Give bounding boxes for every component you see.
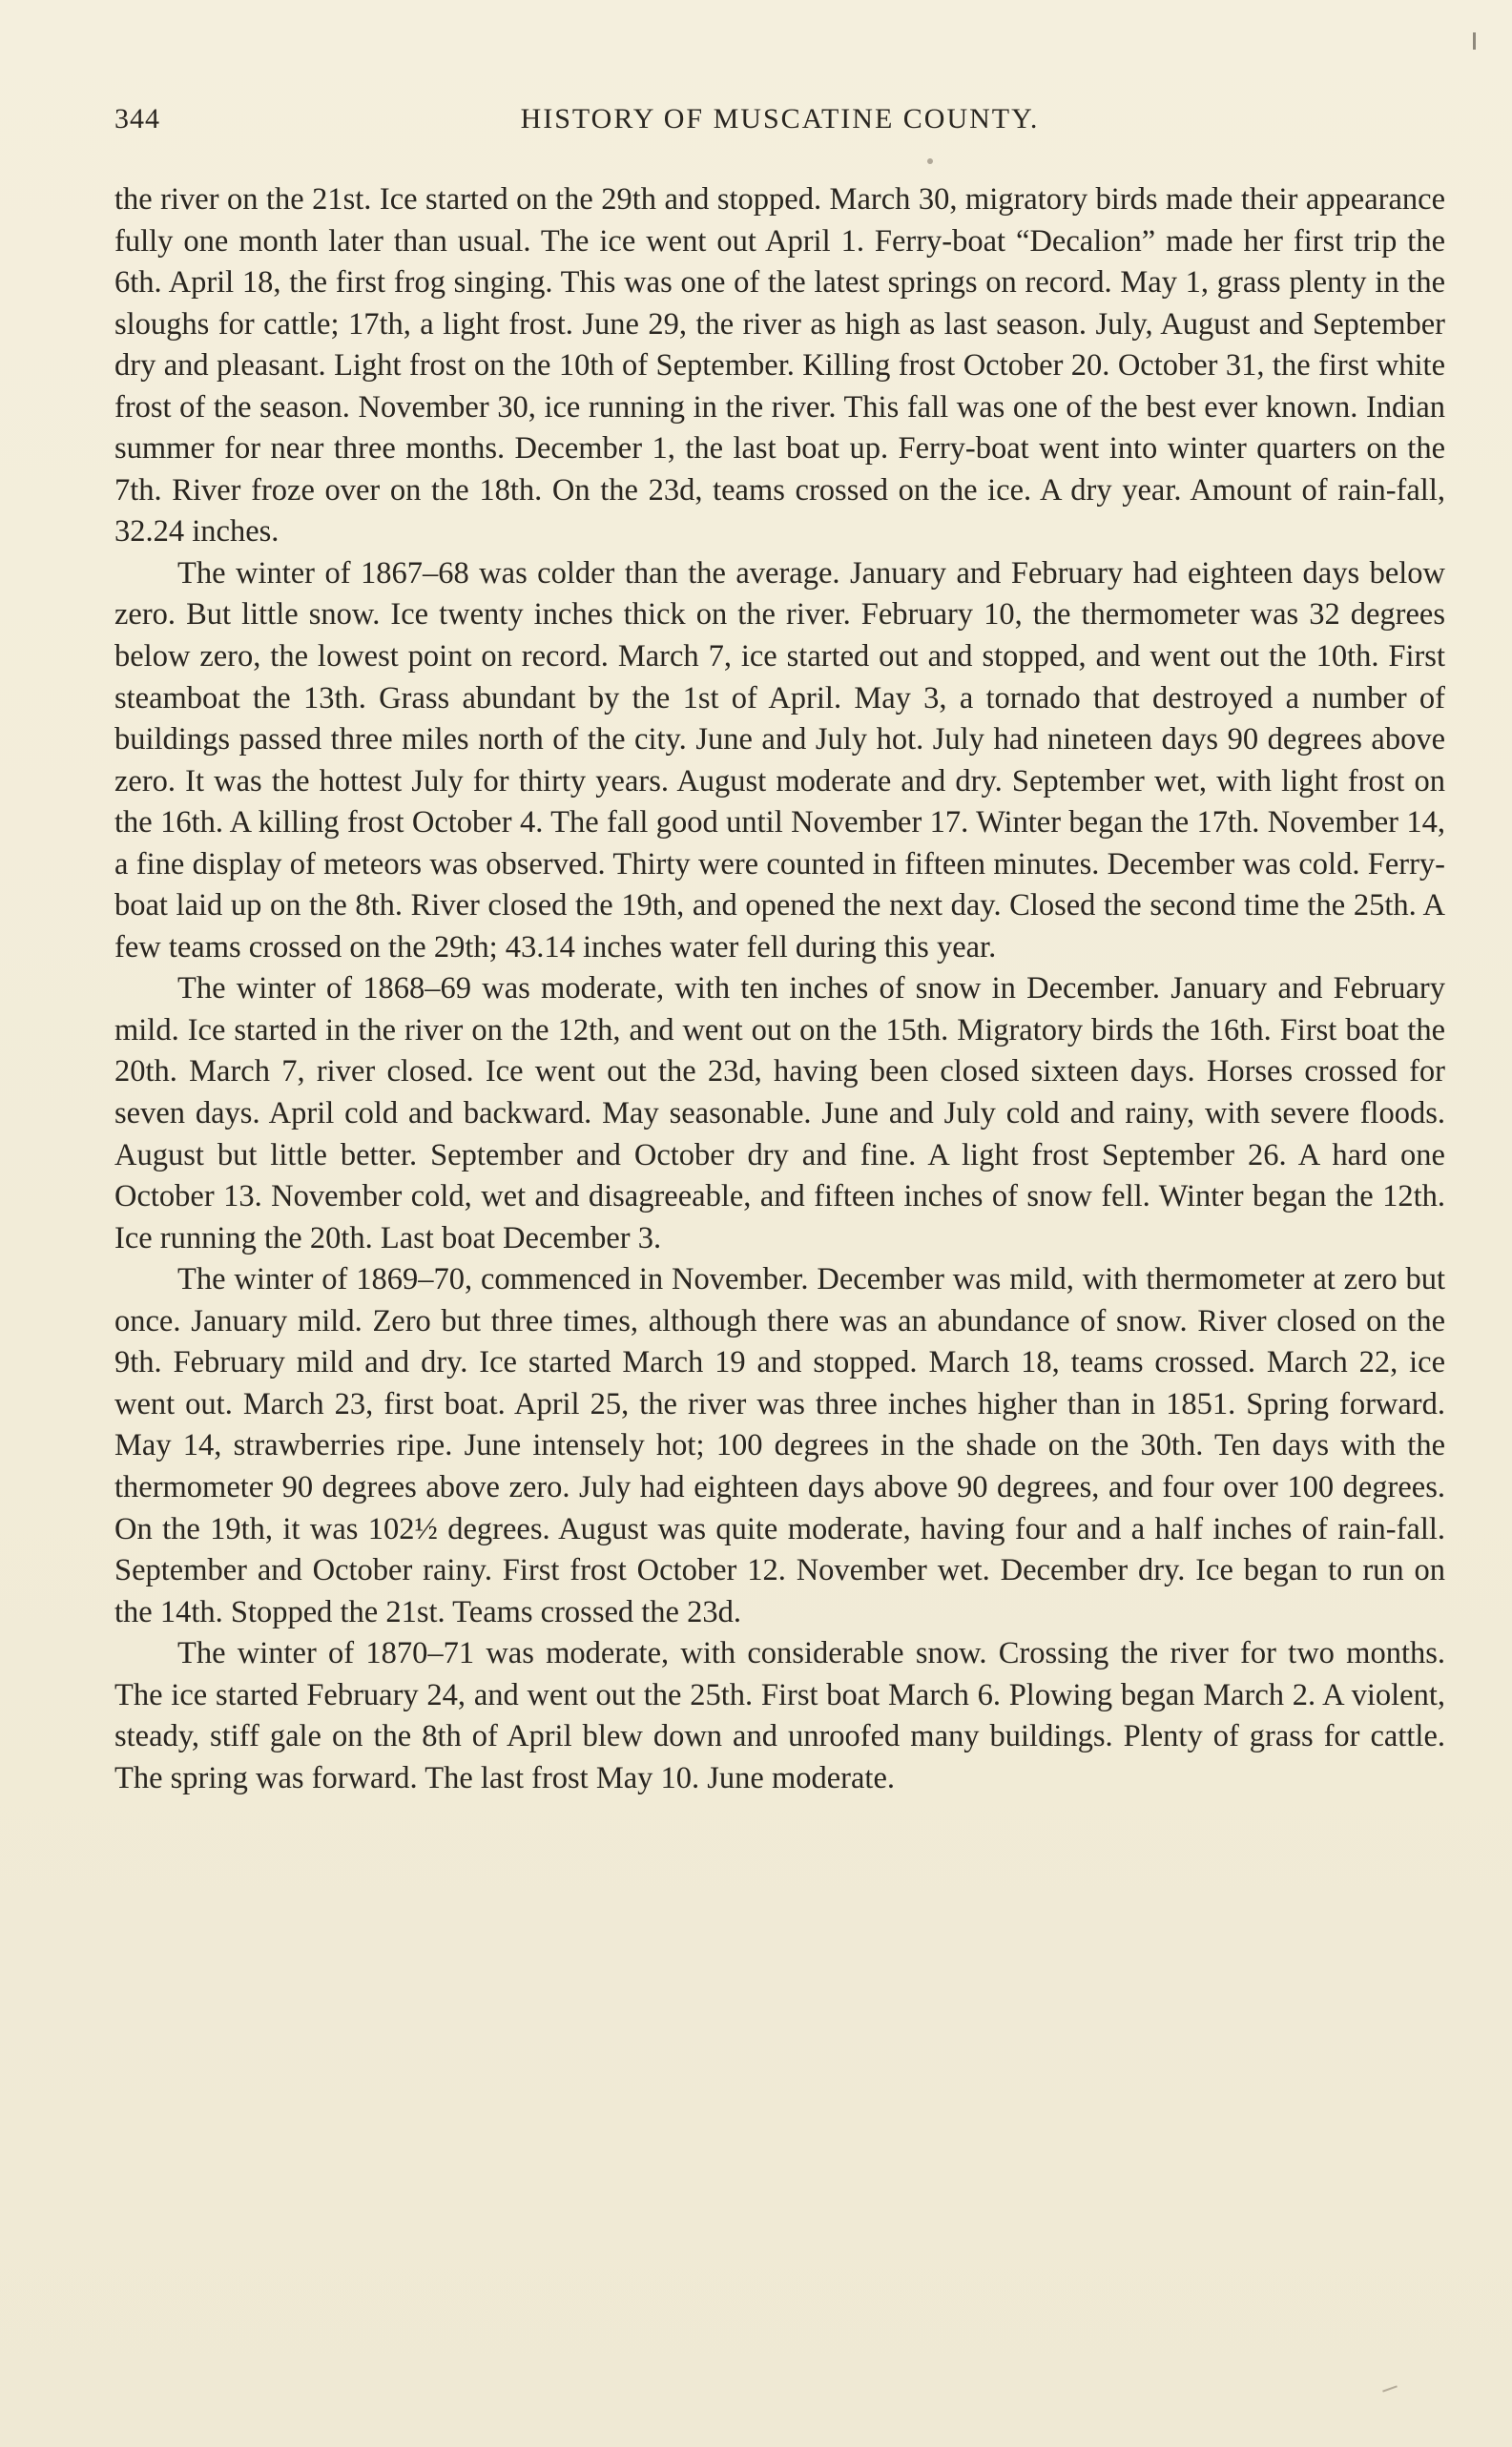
paragraph-winter-1869-70: The winter of 1869–70, commenced in November. December was mild, with thermometer at zero but once. January mild. Zero but three times, although there was an abundance of snow. River closed on the 9th. February mild and dry. Ice started March 19 and stopped. March 18, teams crossed. March 22, ice went out. March 23, first boat. April 25, the river was three inches higher than in 1851. Spring forward. May 14, strawberries ripe. June intensely hot; 100 degrees in the shade on the 30th. Ten days with the thermometer 90 degrees above zero. July had eighteen days above 90 degrees, and four over 100 degrees. On the 19th, it was 102½ degrees. August was quite moderate, having four and a half inches of rain-fall. September and October rainy. First frost October 12. November wet. December dry. Ice began to run on the 14th. Stopped the 21st. Teams crossed the 23d. [114, 1262, 1445, 1629]
page-number: 344 [114, 103, 160, 135]
scan-corner-mark [1473, 32, 1476, 50]
scan-bottom-mark [1382, 2385, 1398, 2392]
body-text [114, 179, 1445, 1799]
paragraph-winter-1870-71: The winter of 1870–71 was moderate, with considerable snow. Crossing the river for two months. The ice started February 24, and went out the 25th. First boat March 6. Plowing began March 2. A violent, steady, stiff gale on the 8th of April blew down and unroofed many buildings. Plenty of grass for cattle. The spring was forward. The last frost May 10. June moderate. [114, 1636, 1445, 1795]
running-head [114, 103, 1445, 141]
paragraph-winter-1868-69: The winter of 1868–69 was moderate, with ten inches of snow in December. January and February mild. Ice started in the river on the 12th, and went out on the 15th. Migratory birds the 16th. First boat the 20th. March 7, river closed. Ice went out the 23d, having been closed sixteen days. Horses crossed for seven days. April cold and backward. May seasonable. June and July cold and rainy, with severe floods. August but little better. September and October dry and fine. A light frost September 26. A hard one October 13. November cold, wet and disagreeable, and fifteen inches of snow fell. Winter began the 12th. Ice running the 20th. Last boat December 3. [114, 971, 1445, 1255]
paragraph-continuation: the river on the 21st. Ice started on the 29th and stopped. March 30, migratory birds made their appearance fully one month later than usual. The ice went out April 1. Ferry-boat “Decalion” made her first trip the 6th. April 18, the first frog singing. This was one of the latest springs on record. May 1, grass plenty in the sloughs for cattle; 17th, a light frost. June 29, the river as high as last season. July, August and September dry and pleasant. Light frost on the 10th of September. Killing frost October 20. October 31, the first white frost of the season. November 30, ice running in the river. This fall was one of the best ever known. Indian summer for near three months. December 1, the last boat up. Ferry-boat went into winter quarters on the 7th. River froze over on the 18th. On the 23d, teams crossed on the ice. A dry year. Amount of rain-fall, 32.24 inches. [114, 182, 1445, 550]
paper-speck [927, 158, 933, 164]
running-title: HISTORY OF MUSCATINE COUNTY. [520, 103, 1040, 135]
paragraph-winter-1867-68: The winter of 1867–68 was colder than the average. January and February had eighteen days below zero. But little snow. Ice twenty inches thick on the river. February 10, the thermometer was 32 degrees below zero, the lowest point on record. March 7, ice started out and stopped, and went out the 10th. First steamboat the 13th. Grass abundant by the 1st of April. May 3, a tornado that destroyed a number of buildings passed three miles north of the city. June and July hot. July had nineteen days 90 degrees above zero. It was the hottest July for thirty years. August moderate and dry. September wet, with light frost on the 16th. A killing frost October 4. The fall good until November 17. Winter began the 17th. November 14, a fine display of meteors was observed. Thirty were counted in fifteen minutes. December was cold. Ferry-boat laid up on the 8th. River closed the 19th, and opened the next day. Closed the second time the 25th. A few teams crossed on the 29th; 43.14 inches water fell during this year. [114, 555, 1445, 964]
